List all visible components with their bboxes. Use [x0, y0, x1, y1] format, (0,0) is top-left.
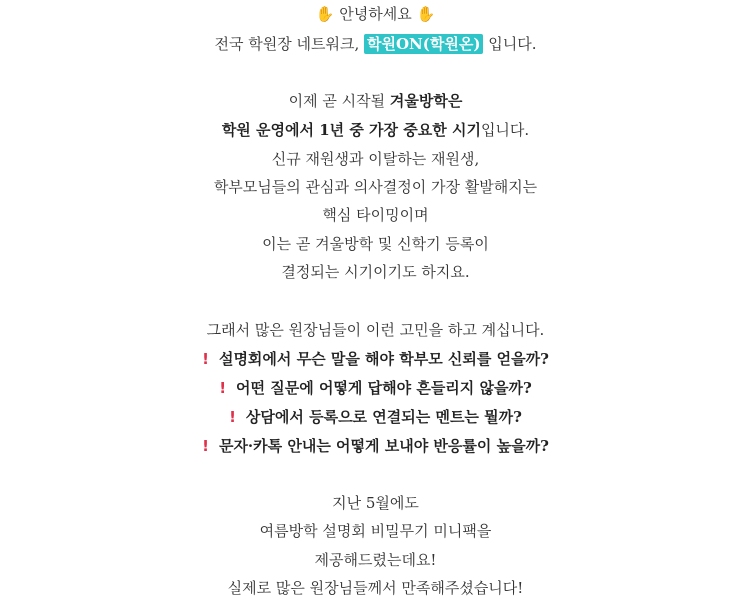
greeting-text: 안녕하세요: [339, 5, 412, 23]
para1-line2: [0, 120, 751, 140]
greeting-line: [0, 4, 751, 24]
para1-line1: [0, 91, 751, 111]
para1-line3: 신규 재원생과 이탈하는 재원생,: [271, 150, 480, 168]
question-item: [0, 378, 751, 398]
waving-hand-icon: ✋: [315, 5, 335, 23]
intro-suffix: 입니다.: [483, 35, 537, 53]
exclamation-icon: !: [202, 350, 209, 368]
para1-l1-bold: 겨울방학은: [389, 92, 463, 110]
para3-line1: 지난 5월에도: [332, 494, 419, 512]
para1-line4: 학부모님들의 관심과 의사결정이 가장 활발해지는: [213, 178, 538, 196]
question-text: 상담에서 등록으로 연결되는 멘트는 뭘까?: [245, 408, 522, 426]
exclamation-icon: !: [229, 408, 236, 426]
question-item: [0, 349, 751, 369]
para2-lead: 그래서 많은 원장님들이 이런 고민을 하고 계십니다.: [206, 321, 545, 339]
para1-line7: 결정되는 시기이기도 하지요.: [281, 263, 470, 281]
exclamation-icon: !: [219, 379, 227, 397]
brand-highlight: 학원ON(학원온): [364, 34, 483, 54]
para3-line2: 여름방학 설명회 비밀무기 미니팩을: [259, 522, 492, 540]
waving-hand-icon: ✋: [416, 5, 436, 23]
para1-l2-suffix: 입니다.: [480, 121, 530, 139]
question-item: [0, 407, 751, 427]
para1-l2-bold: 학원 운영에서 1년 중 가장 중요한 시기: [221, 121, 481, 139]
intro-line: [0, 34, 751, 54]
question-text: 설명회에서 무슨 말을 해야 학부모 신뢰를 얻을까?: [218, 350, 549, 368]
question-text: 어떤 질문에 어떻게 답해야 흔들리지 않을까?: [236, 379, 532, 397]
para1-l1-prefix: 이제 곧 시작될: [288, 92, 390, 110]
para1-line6: 이는 곧 겨울방학 및 신학기 등록이: [262, 235, 489, 253]
para3-line3: 제공해드렸는데요!: [314, 551, 437, 569]
question-text: 문자·카톡 안내는 어떻게 보내야 반응률이 높을까?: [218, 437, 549, 455]
para1-line5: 핵심 타이밍이며: [322, 206, 429, 224]
exclamation-icon: !: [202, 437, 209, 455]
para3-line4: 실제로 많은 원장님들께서 만족해주셨습니다!: [227, 579, 524, 597]
question-item: [0, 436, 751, 456]
intro-prefix: 전국 학원장 네트워크,: [214, 35, 365, 53]
